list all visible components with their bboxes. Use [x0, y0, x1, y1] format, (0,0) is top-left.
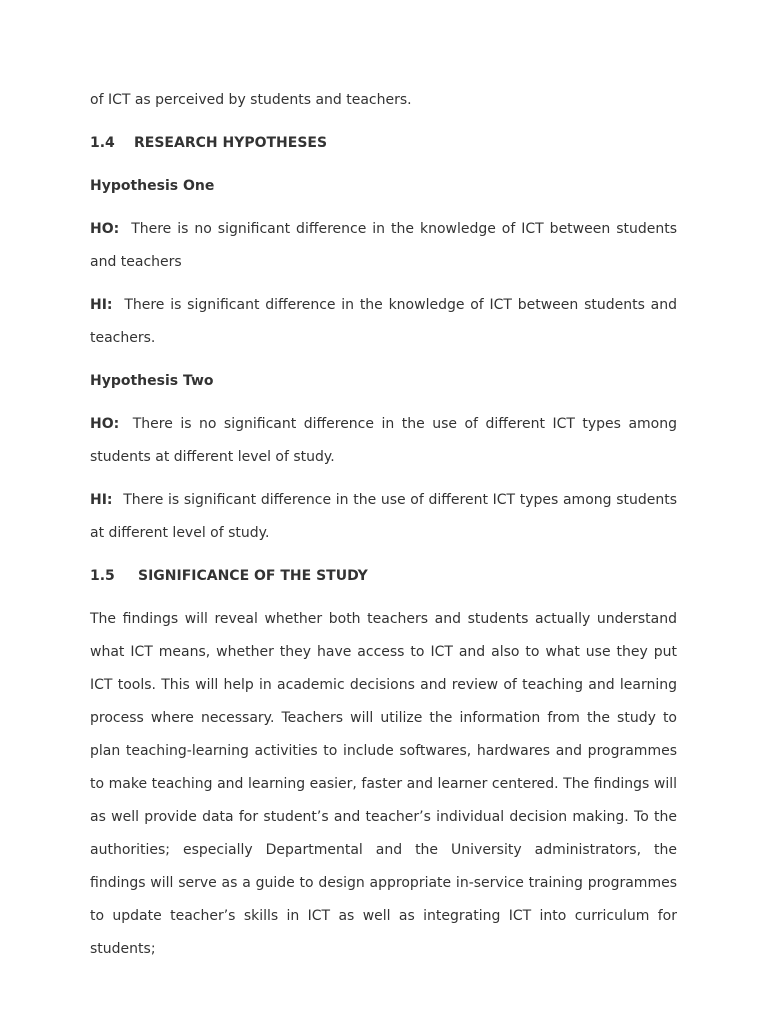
ho-label: HO: — [90, 221, 120, 237]
section-number: 1.5 — [90, 568, 115, 584]
hypothesis-two-hi — [90, 484, 677, 550]
hi-label: HI: — [90, 297, 113, 313]
hypothesis-one-ho — [90, 213, 677, 279]
ho-text: There is no significant difference in the use of different ICT types among students at different level of study. — [90, 416, 677, 465]
section-title: RESEARCH HYPOTHESES — [134, 135, 328, 151]
hypothesis-two-ho — [90, 408, 677, 474]
document-page — [90, 84, 677, 966]
hi-label: HI: — [90, 492, 113, 508]
section-number: 1.4 — [90, 135, 115, 151]
significance-body: The findings will reveal whether both teachers and students actually understand what ICT means, whether they have access to ICT and also to what use they put ICT tools. This will help in academic decisions and review of teaching and learning process where necessary. Teachers will utilize the information from the study to plan teaching-learning activities to include softwares, hardwares and programmes to make teaching and learning easier, faster and learner centered. The findings will as well provide data for student’s and teacher’s individual decision making. To the authorities; especially Departmental and the University administrators, the findings will serve as a guide to design appropriate in-service training programmes to update teacher’s skills in ICT as well as integrating ICT into curriculum for students; — [90, 611, 677, 957]
section-heading-1-5 — [90, 560, 677, 593]
intro-line: of ICT as perceived by students and teachers. — [90, 92, 412, 108]
hi-text: There is significant difference in the knowledge of ICT between students and teachers. — [90, 297, 677, 346]
hypothesis-one-hi — [90, 289, 677, 355]
section-title: SIGNIFICANCE OF THE STUDY — [138, 568, 368, 584]
section-heading-1-4 — [90, 127, 677, 160]
ho-label: HO: — [90, 416, 120, 432]
hypothesis-one-title: Hypothesis One — [90, 178, 215, 194]
hypothesis-two-title: Hypothesis Two — [90, 373, 214, 389]
ho-text: There is no significant difference in the knowledge of ICT between students and teachers — [90, 221, 678, 270]
hi-text: There is significant difference in the use of different ICT types among students at different level of study. — [90, 492, 678, 541]
